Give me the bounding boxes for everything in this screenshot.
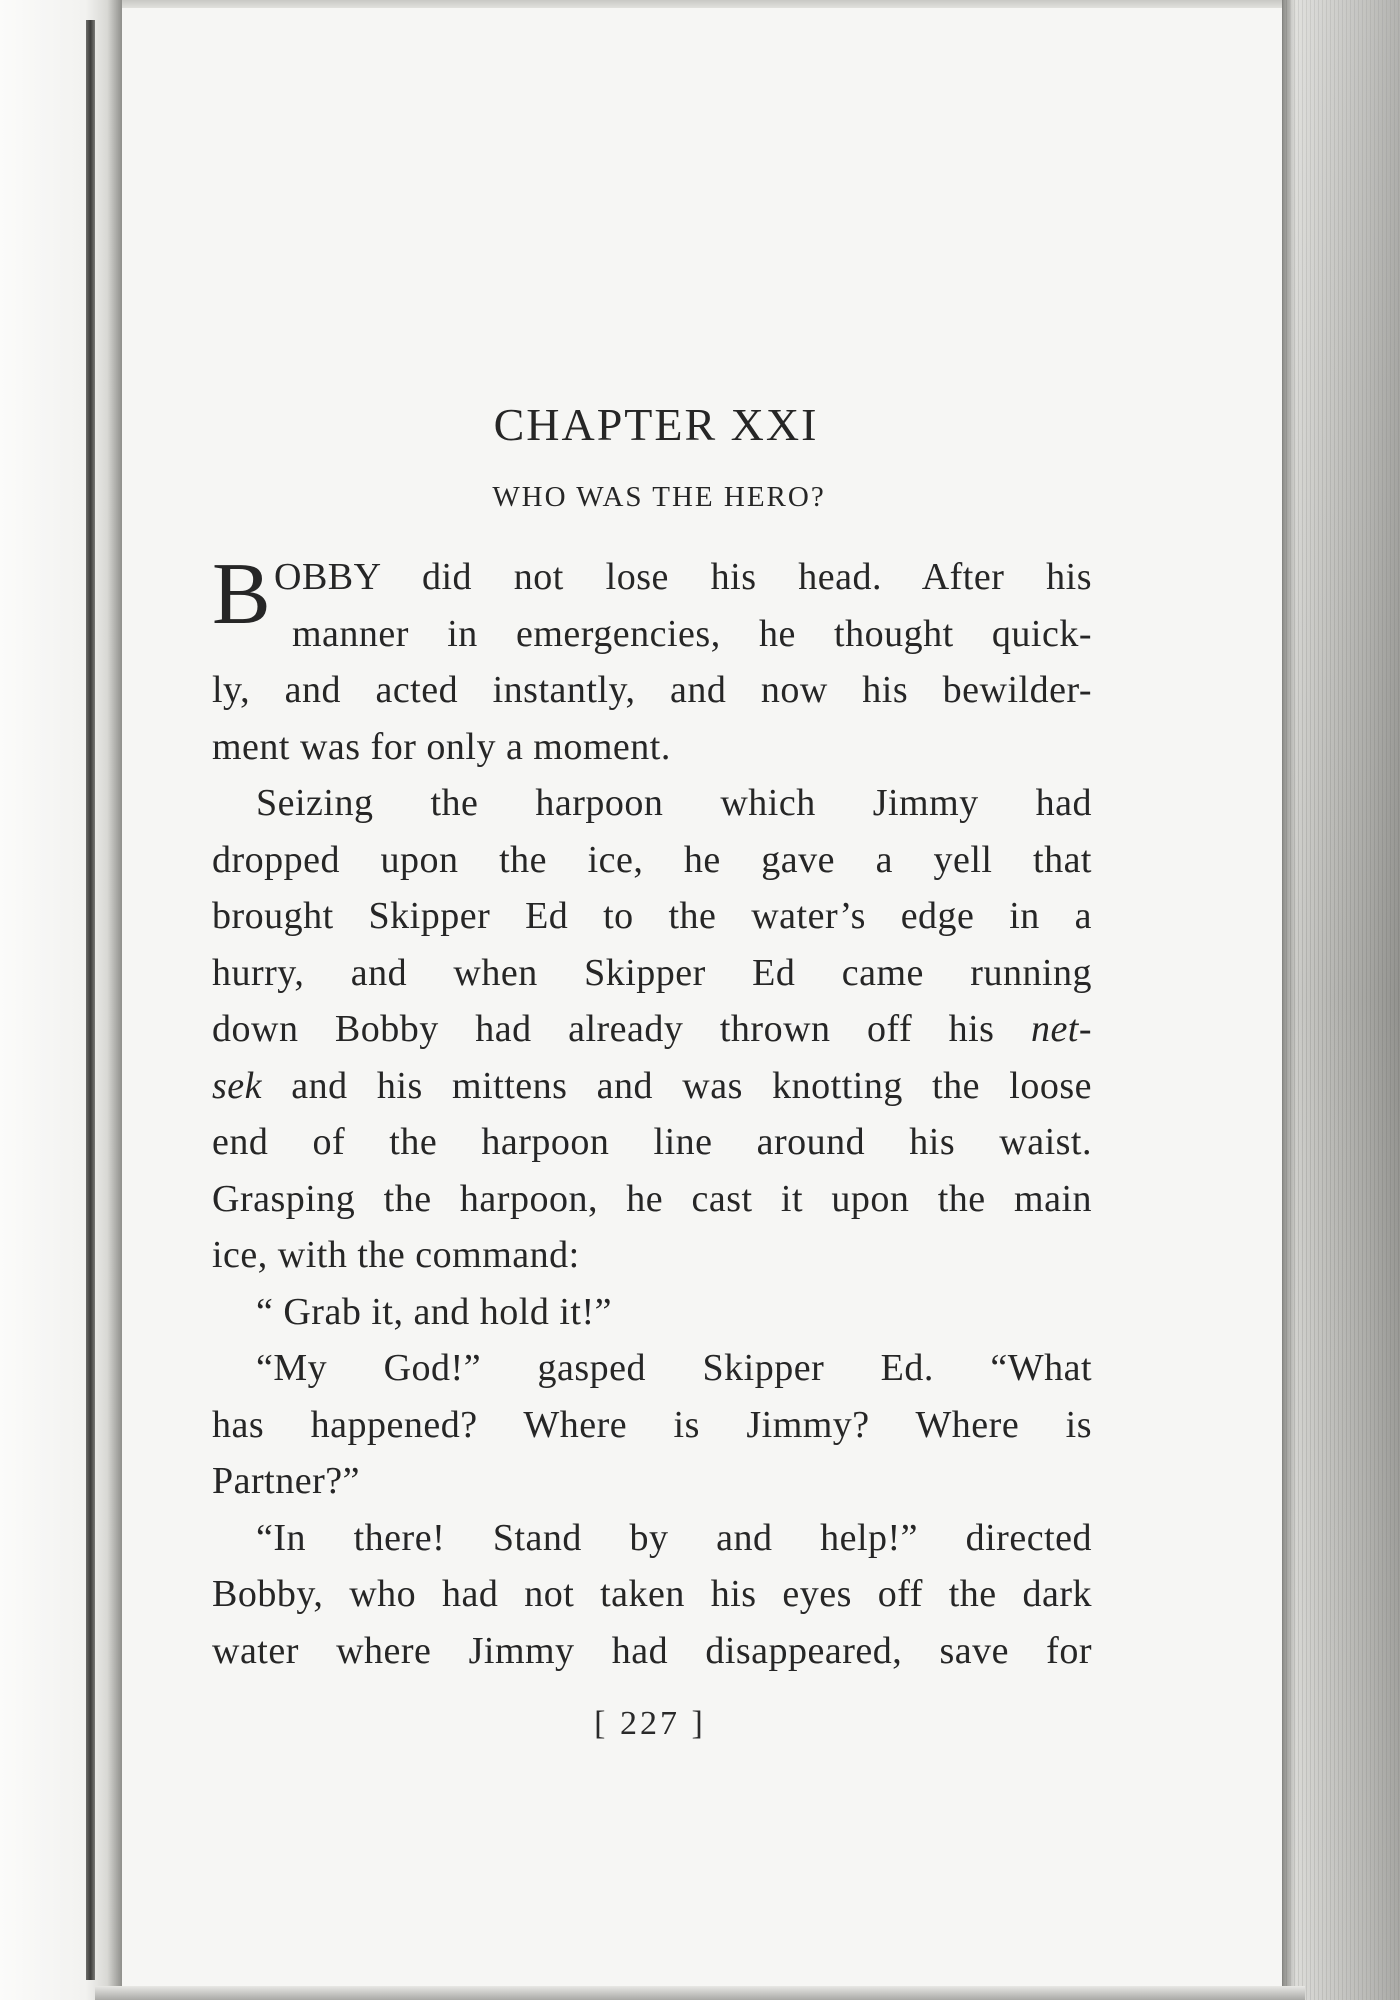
text-line: “My God!” gasped Skipper Ed. “What: [256, 1347, 1092, 1389]
text-line: ice, with the command:: [212, 1234, 580, 1276]
italic-word: net-: [1030, 1008, 1093, 1050]
text-line: Grasping the harpoon, he cast it upon the main: [212, 1177, 1092, 1220]
text-line: brought Skipper Ed to the water’s edge in a: [212, 895, 1092, 937]
text-line: manner in emergencies, he thought quick-: [292, 612, 1092, 655]
text-segment: down Bobby had already thrown off his: [212, 1008, 995, 1050]
text-line: has happened? Where is Jimmy? Where is: [212, 1403, 1092, 1446]
dialogue-paragraph: [212, 1510, 1092, 1680]
page-number: [ 227 ]: [594, 1705, 706, 1742]
body-text: [212, 546, 1093, 1679]
text-line: “ Grab it, and hold it!”: [256, 1290, 613, 1333]
left-page-binding: [0, 0, 122, 2000]
text-line: hurry, and when Skipper Ed came running: [212, 951, 1092, 994]
chapter-title: CHAPTER XXI: [493, 399, 819, 450]
text-line-mixed: [212, 1058, 1092, 1115]
text-segment: and his mittens and was knotting the loose: [291, 1064, 1092, 1107]
text-line: Partner?”: [212, 1460, 360, 1502]
text-line: ment was for only a moment.: [212, 725, 671, 768]
first-paragraph: [212, 546, 1092, 775]
second-paragraph: [212, 775, 1092, 1284]
italic-word: sek: [212, 1064, 263, 1107]
page-text-block: [212, 395, 1092, 1679]
page-bottom-shadow: [95, 1986, 1305, 2000]
dialogue-paragraph: [212, 1340, 1092, 1510]
text-line: dropped upon the ice, he gave a yell that: [212, 838, 1092, 881]
text-line: Bobby, who had not taken his eyes off the dark: [212, 1573, 1092, 1615]
drop-cap-letter: B: [212, 546, 272, 643]
text-line: “In there! Stand by and help!” directed: [256, 1516, 1092, 1559]
text-line: water where Jimmy had disappeared, save for: [212, 1629, 1092, 1672]
chapter-subtitle: WHO WAS THE HERO?: [492, 481, 826, 513]
text-line: end of the harpoon line around his waist.: [212, 1121, 1092, 1163]
text-line-mixed: [212, 1001, 1092, 1058]
text-line: OBBY did not lose his head. After his: [274, 556, 1092, 598]
text-line: ly, and acted instantly, and now his bewilder-: [212, 669, 1092, 711]
book-gutter: [86, 20, 95, 1980]
text-line: Seizing the harpoon which Jimmy had: [256, 782, 1092, 824]
dialogue-paragraph: [212, 1284, 1092, 1341]
page-stack-shading: [1290, 0, 1400, 2000]
